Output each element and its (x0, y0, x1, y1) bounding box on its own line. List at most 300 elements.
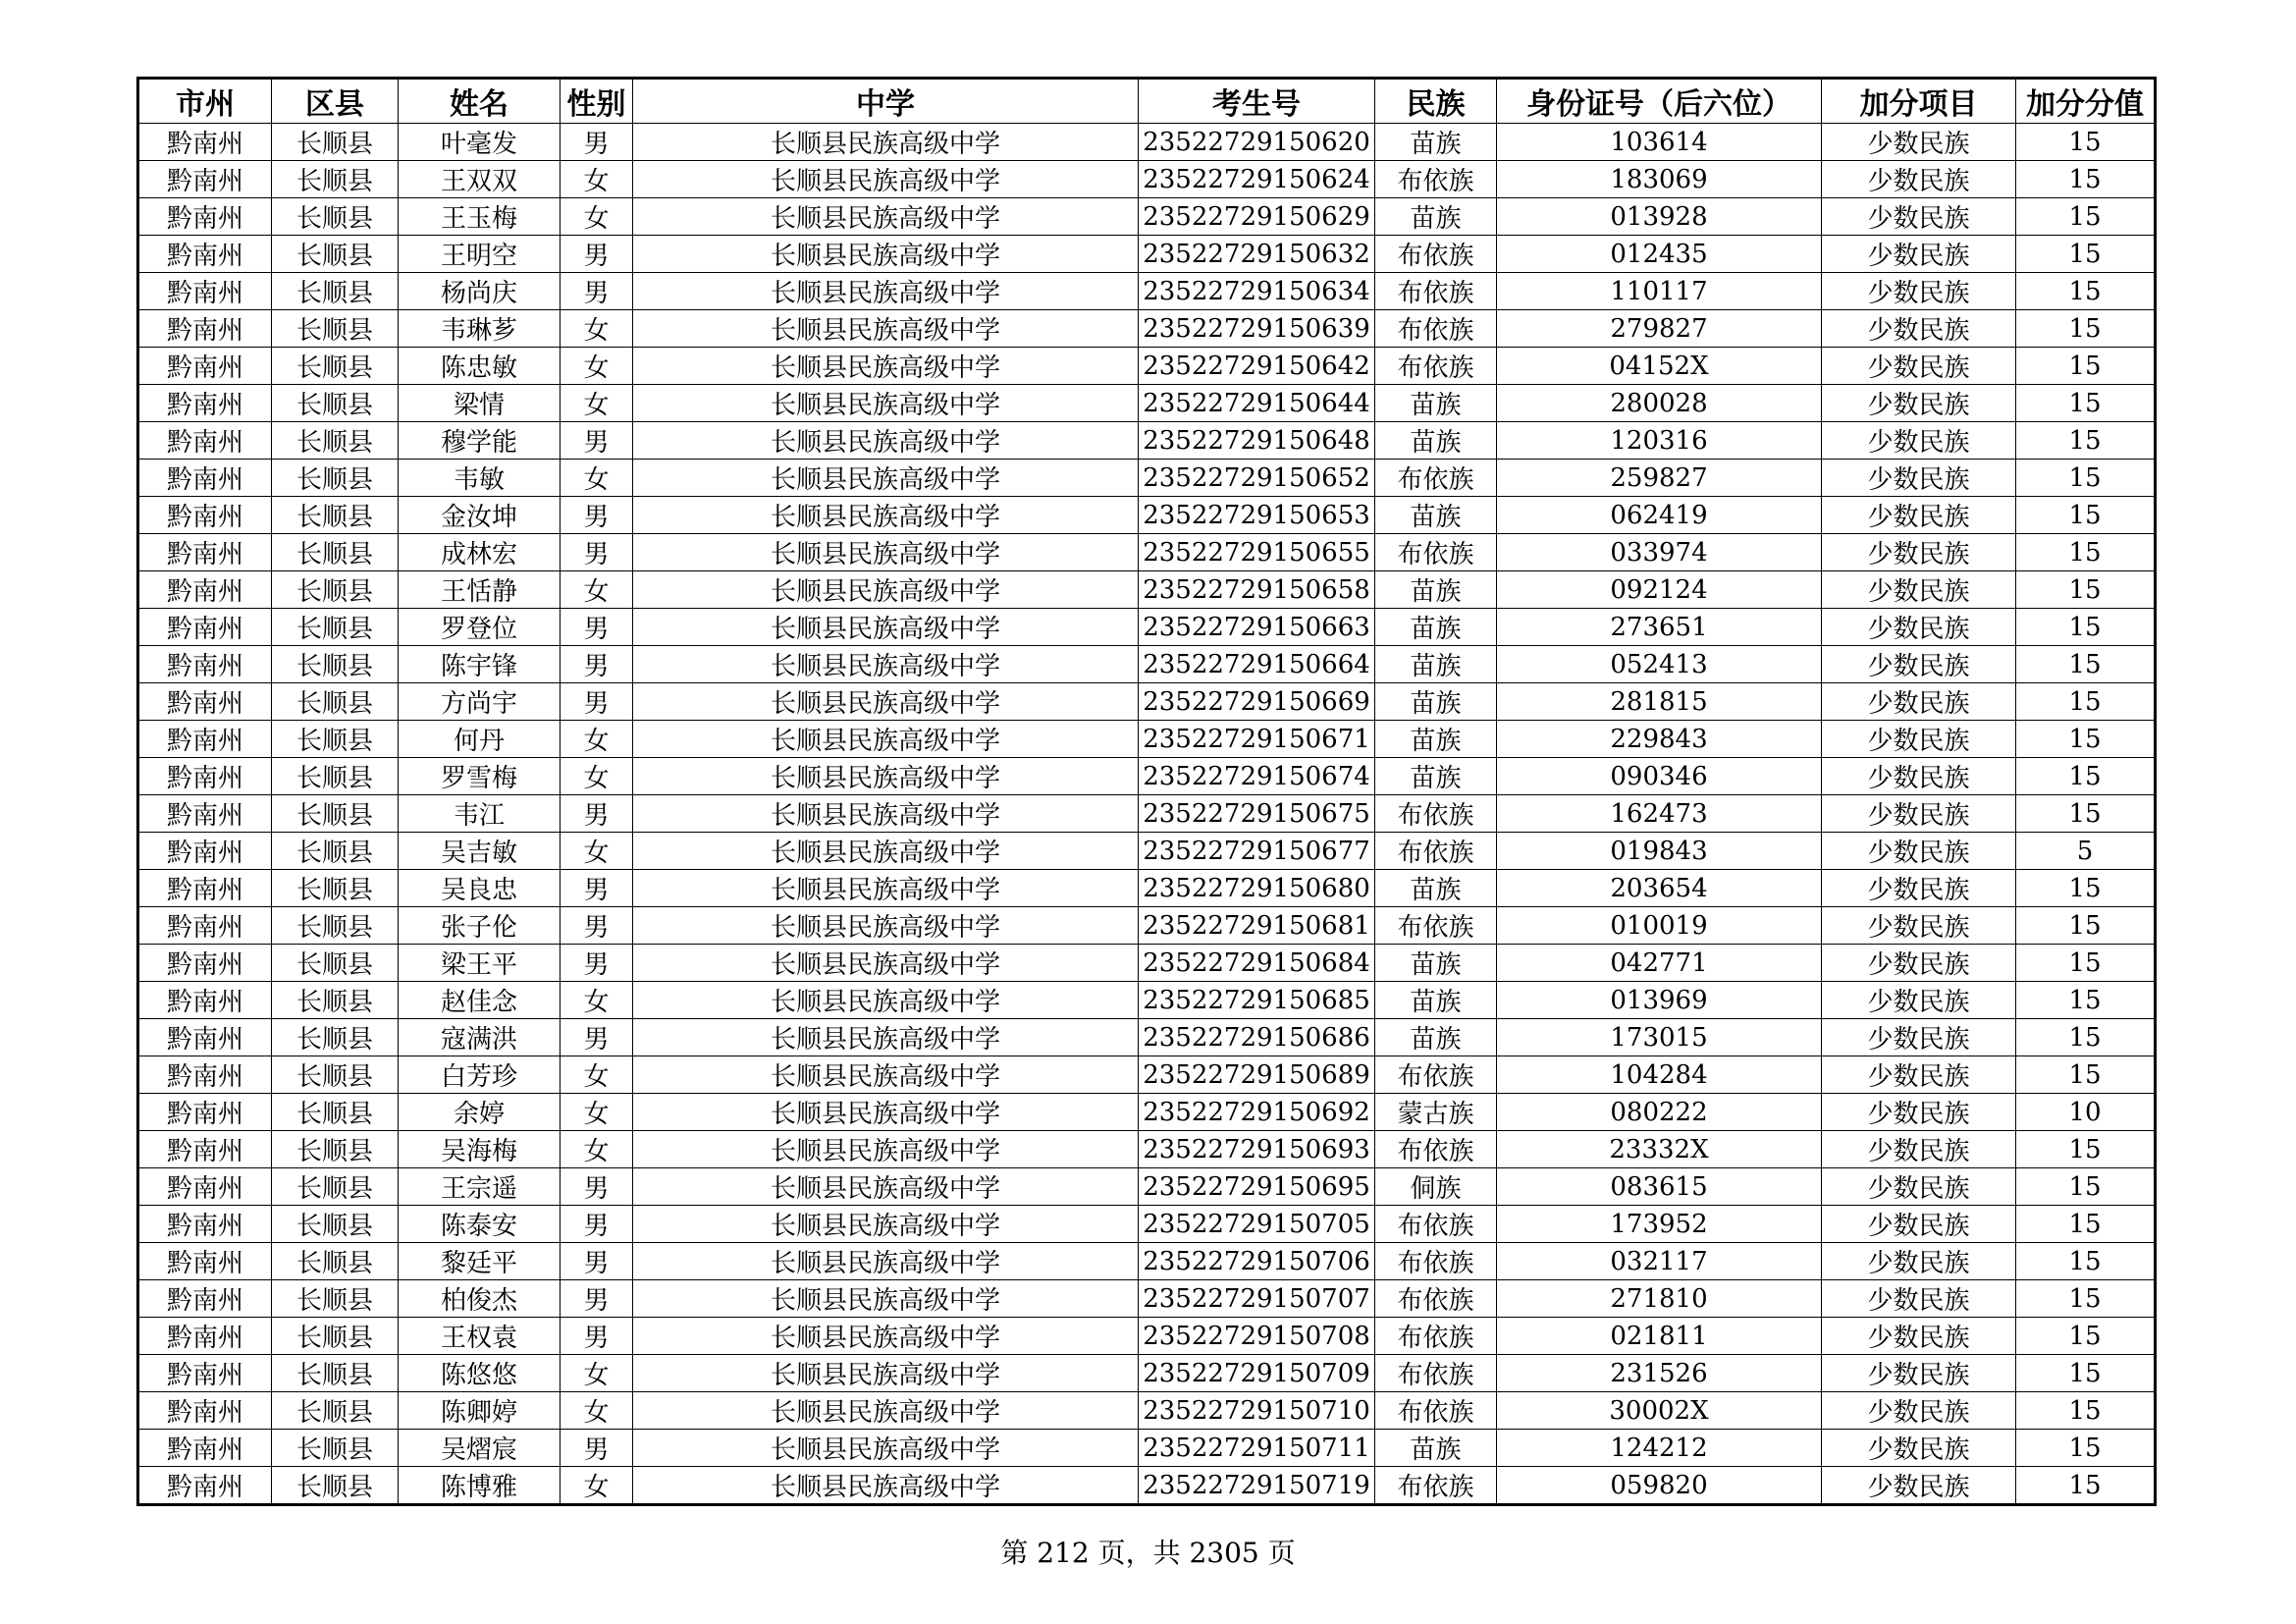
cell-county: 长顺县 (272, 1056, 399, 1094)
cell-bonus-points: 15 (2016, 124, 2156, 161)
table-header-row (138, 79, 2156, 124)
cell-county: 长顺县 (272, 1094, 399, 1131)
cell-id-last-six: 229843 (1497, 721, 1822, 758)
cell-city: 黔南州 (138, 534, 272, 571)
cell-school: 长顺县民族高级中学 (633, 1318, 1139, 1355)
cell-id-last-six: 183069 (1497, 161, 1822, 198)
cell-bonus-points: 15 (2016, 348, 2156, 385)
table-row (138, 124, 2156, 161)
cell-name: 王玉梅 (399, 198, 561, 236)
cell-ethnicity: 布依族 (1375, 236, 1497, 273)
cell-name: 韦敏 (399, 460, 561, 497)
cell-exam-number: 23522729150669 (1139, 683, 1375, 721)
cell-school: 长顺县民族高级中学 (633, 1168, 1139, 1206)
cell-exam-number: 23522729150674 (1139, 758, 1375, 795)
table-row (138, 1280, 2156, 1318)
cell-name: 吴海梅 (399, 1131, 561, 1168)
header-id-last-six: 身份证号（后六位） (1497, 79, 1822, 124)
cell-id-last-six: 010019 (1497, 907, 1822, 945)
cell-county: 长顺县 (272, 1392, 399, 1430)
cell-exam-number: 23522729150706 (1139, 1243, 1375, 1280)
cell-city: 黔南州 (138, 1355, 272, 1392)
cell-exam-number: 23522729150652 (1139, 460, 1375, 497)
cell-bonus-points: 15 (2016, 534, 2156, 571)
cell-id-last-six: 103614 (1497, 124, 1822, 161)
cell-gender: 男 (561, 273, 633, 310)
cell-ethnicity: 苗族 (1375, 198, 1497, 236)
table-row (138, 721, 2156, 758)
table-row (138, 571, 2156, 609)
cell-bonus-points: 15 (2016, 422, 2156, 460)
cell-bonus-points: 15 (2016, 460, 2156, 497)
cell-city: 黔南州 (138, 1131, 272, 1168)
cell-id-last-six: 231526 (1497, 1355, 1822, 1392)
cell-id-last-six: 032117 (1497, 1243, 1822, 1280)
cell-name: 杨尚庆 (399, 273, 561, 310)
cell-ethnicity: 苗族 (1375, 1430, 1497, 1467)
cell-bonus-item: 少数民族 (1822, 1430, 2016, 1467)
cell-ethnicity: 布依族 (1375, 795, 1497, 833)
table-row (138, 870, 2156, 907)
cell-ethnicity: 苗族 (1375, 124, 1497, 161)
cell-name: 成林宏 (399, 534, 561, 571)
cell-ethnicity: 蒙古族 (1375, 1094, 1497, 1131)
cell-exam-number: 23522729150705 (1139, 1206, 1375, 1243)
cell-exam-number: 23522729150692 (1139, 1094, 1375, 1131)
cell-id-last-six: 124212 (1497, 1430, 1822, 1467)
cell-bonus-item: 少数民族 (1822, 945, 2016, 982)
cell-gender: 男 (561, 870, 633, 907)
cell-county: 长顺县 (272, 460, 399, 497)
cell-gender: 男 (561, 907, 633, 945)
cell-id-last-six: 280028 (1497, 385, 1822, 422)
cell-name: 方尚宇 (399, 683, 561, 721)
cell-ethnicity: 苗族 (1375, 721, 1497, 758)
cell-school: 长顺县民族高级中学 (633, 646, 1139, 683)
cell-bonus-item: 少数民族 (1822, 571, 2016, 609)
cell-bonus-item: 少数民族 (1822, 1206, 2016, 1243)
cell-city: 黔南州 (138, 1280, 272, 1318)
cell-gender: 女 (561, 161, 633, 198)
cell-exam-number: 23522729150710 (1139, 1392, 1375, 1430)
cell-gender: 女 (561, 1467, 633, 1505)
cell-ethnicity: 苗族 (1375, 870, 1497, 907)
cell-bonus-item: 少数民族 (1822, 273, 2016, 310)
table-row (138, 833, 2156, 870)
cell-county: 长顺县 (272, 870, 399, 907)
cell-bonus-points: 15 (2016, 310, 2156, 348)
cell-exam-number: 23522729150680 (1139, 870, 1375, 907)
cell-bonus-item: 少数民族 (1822, 1094, 2016, 1131)
cell-county: 长顺县 (272, 348, 399, 385)
table-row (138, 497, 2156, 534)
table-row (138, 1243, 2156, 1280)
cell-city: 黔南州 (138, 198, 272, 236)
cell-school: 长顺县民族高级中学 (633, 870, 1139, 907)
cell-city: 黔南州 (138, 945, 272, 982)
cell-exam-number: 23522729150671 (1139, 721, 1375, 758)
table-row (138, 385, 2156, 422)
cell-name: 何丹 (399, 721, 561, 758)
cell-name: 梁情 (399, 385, 561, 422)
cell-gender: 男 (561, 1168, 633, 1206)
cell-id-last-six: 013969 (1497, 982, 1822, 1019)
cell-ethnicity: 布依族 (1375, 1056, 1497, 1094)
cell-county: 长顺县 (272, 236, 399, 273)
cell-school: 长顺县民族高级中学 (633, 273, 1139, 310)
table-row (138, 982, 2156, 1019)
cell-county: 长顺县 (272, 1280, 399, 1318)
cell-id-last-six: 033974 (1497, 534, 1822, 571)
cell-bonus-item: 少数民族 (1822, 833, 2016, 870)
cell-bonus-points: 15 (2016, 907, 2156, 945)
cell-bonus-points: 15 (2016, 198, 2156, 236)
cell-city: 黔南州 (138, 646, 272, 683)
cell-school: 长顺县民族高级中学 (633, 721, 1139, 758)
cell-id-last-six: 173015 (1497, 1019, 1822, 1056)
page-footer: 第 212 页，共 2305 页 (1000, 1537, 1296, 1569)
cell-gender: 女 (561, 721, 633, 758)
cell-exam-number: 23522729150711 (1139, 1430, 1375, 1467)
cell-ethnicity: 布依族 (1375, 348, 1497, 385)
cell-city: 黔南州 (138, 1392, 272, 1430)
cell-exam-number: 23522729150658 (1139, 571, 1375, 609)
cell-gender: 女 (561, 1131, 633, 1168)
cell-bonus-item: 少数民族 (1822, 422, 2016, 460)
cell-id-last-six: 279827 (1497, 310, 1822, 348)
cell-bonus-item: 少数民族 (1822, 1280, 2016, 1318)
cell-id-last-six: 203654 (1497, 870, 1822, 907)
cell-gender: 男 (561, 1318, 633, 1355)
cell-bonus-points: 15 (2016, 795, 2156, 833)
cell-id-last-six: 162473 (1497, 795, 1822, 833)
cell-ethnicity: 布依族 (1375, 1280, 1497, 1318)
cell-bonus-item: 少数民族 (1822, 310, 2016, 348)
cell-county: 长顺县 (272, 497, 399, 534)
cell-bonus-points: 5 (2016, 833, 2156, 870)
cell-exam-number: 23522729150642 (1139, 348, 1375, 385)
cell-id-last-six: 120316 (1497, 422, 1822, 460)
table-row (138, 1168, 2156, 1206)
cell-ethnicity: 苗族 (1375, 683, 1497, 721)
cell-county: 长顺县 (272, 161, 399, 198)
cell-exam-number: 23522729150675 (1139, 795, 1375, 833)
cell-gender: 男 (561, 1019, 633, 1056)
cell-gender: 女 (561, 348, 633, 385)
table-row (138, 907, 2156, 945)
cell-ethnicity: 布依族 (1375, 1392, 1497, 1430)
cell-name: 陈卿婷 (399, 1392, 561, 1430)
bonus-points-table (136, 77, 2157, 1506)
cell-county: 长顺县 (272, 1318, 399, 1355)
cell-school: 长顺县民族高级中学 (633, 945, 1139, 982)
cell-bonus-item: 少数民族 (1822, 1467, 2016, 1505)
cell-bonus-points: 15 (2016, 1206, 2156, 1243)
header-county: 区县 (272, 79, 399, 124)
cell-county: 长顺县 (272, 1206, 399, 1243)
cell-county: 长顺县 (272, 1131, 399, 1168)
cell-city: 黔南州 (138, 273, 272, 310)
cell-city: 黔南州 (138, 609, 272, 646)
table-row (138, 1131, 2156, 1168)
cell-exam-number: 23522729150655 (1139, 534, 1375, 571)
cell-bonus-points: 15 (2016, 1019, 2156, 1056)
cell-id-last-six: 019843 (1497, 833, 1822, 870)
cell-school: 长顺县民族高级中学 (633, 1467, 1139, 1505)
table-row (138, 1019, 2156, 1056)
table-row (138, 1355, 2156, 1392)
cell-city: 黔南州 (138, 310, 272, 348)
cell-bonus-points: 15 (2016, 870, 2156, 907)
cell-name: 吴良忠 (399, 870, 561, 907)
cell-bonus-points: 15 (2016, 1318, 2156, 1355)
cell-exam-number: 23522729150693 (1139, 1131, 1375, 1168)
cell-id-last-six: 30002X (1497, 1392, 1822, 1430)
cell-school: 长顺县民族高级中学 (633, 422, 1139, 460)
table-row (138, 945, 2156, 982)
cell-ethnicity: 苗族 (1375, 497, 1497, 534)
cell-school: 长顺县民族高级中学 (633, 907, 1139, 945)
cell-id-last-six: 23332X (1497, 1131, 1822, 1168)
table-row (138, 198, 2156, 236)
cell-city: 黔南州 (138, 1243, 272, 1280)
cell-ethnicity: 苗族 (1375, 646, 1497, 683)
cell-bonus-item: 少数民族 (1822, 534, 2016, 571)
cell-bonus-item: 少数民族 (1822, 982, 2016, 1019)
table-row (138, 758, 2156, 795)
cell-gender: 女 (561, 460, 633, 497)
cell-bonus-points: 15 (2016, 1131, 2156, 1168)
table-row (138, 310, 2156, 348)
cell-id-last-six: 04152X (1497, 348, 1822, 385)
cell-exam-number: 23522729150644 (1139, 385, 1375, 422)
cell-bonus-item: 少数民族 (1822, 1355, 2016, 1392)
cell-ethnicity: 布依族 (1375, 161, 1497, 198)
cell-bonus-item: 少数民族 (1822, 1243, 2016, 1280)
cell-bonus-item: 少数民族 (1822, 758, 2016, 795)
cell-bonus-item: 少数民族 (1822, 907, 2016, 945)
cell-ethnicity: 苗族 (1375, 609, 1497, 646)
cell-gender: 女 (561, 1392, 633, 1430)
header-school: 中学 (633, 79, 1139, 124)
cell-name: 韦琳芗 (399, 310, 561, 348)
cell-city: 黔南州 (138, 833, 272, 870)
cell-county: 长顺县 (272, 683, 399, 721)
table-row (138, 683, 2156, 721)
cell-name: 王双双 (399, 161, 561, 198)
cell-school: 长顺县民族高级中学 (633, 1355, 1139, 1392)
table-row (138, 1467, 2156, 1505)
cell-school: 长顺县民族高级中学 (633, 1280, 1139, 1318)
cell-ethnicity: 布依族 (1375, 833, 1497, 870)
cell-bonus-points: 15 (2016, 1168, 2156, 1206)
header-exam-number: 考生号 (1139, 79, 1375, 124)
cell-ethnicity: 苗族 (1375, 982, 1497, 1019)
cell-school: 长顺县民族高级中学 (633, 1243, 1139, 1280)
cell-ethnicity: 布依族 (1375, 1131, 1497, 1168)
cell-county: 长顺县 (272, 721, 399, 758)
cell-name: 罗雪梅 (399, 758, 561, 795)
cell-bonus-item: 少数民族 (1822, 385, 2016, 422)
cell-city: 黔南州 (138, 460, 272, 497)
cell-id-last-six: 092124 (1497, 571, 1822, 609)
cell-bonus-item: 少数民族 (1822, 348, 2016, 385)
cell-school: 长顺县民族高级中学 (633, 1206, 1139, 1243)
header-gender: 性别 (561, 79, 633, 124)
header-bonus-item: 加分项目 (1822, 79, 2016, 124)
cell-exam-number: 23522729150663 (1139, 609, 1375, 646)
cell-exam-number: 23522729150653 (1139, 497, 1375, 534)
cell-school: 长顺县民族高级中学 (633, 795, 1139, 833)
cell-gender: 女 (561, 982, 633, 1019)
cell-name: 王宗遥 (399, 1168, 561, 1206)
cell-exam-number: 23522729150648 (1139, 422, 1375, 460)
cell-gender: 女 (561, 1056, 633, 1094)
cell-bonus-item: 少数民族 (1822, 124, 2016, 161)
cell-bonus-points: 15 (2016, 721, 2156, 758)
cell-ethnicity: 布依族 (1375, 460, 1497, 497)
cell-school: 长顺县民族高级中学 (633, 1131, 1139, 1168)
cell-bonus-item: 少数民族 (1822, 1168, 2016, 1206)
cell-name: 陈悠悠 (399, 1355, 561, 1392)
cell-ethnicity: 布依族 (1375, 534, 1497, 571)
cell-exam-number: 23522729150639 (1139, 310, 1375, 348)
cell-county: 长顺县 (272, 422, 399, 460)
cell-city: 黔南州 (138, 1168, 272, 1206)
cell-bonus-item: 少数民族 (1822, 497, 2016, 534)
table-row (138, 795, 2156, 833)
cell-school: 长顺县民族高级中学 (633, 124, 1139, 161)
cell-name: 金汝坤 (399, 497, 561, 534)
cell-gender: 男 (561, 945, 633, 982)
table-row (138, 161, 2156, 198)
cell-county: 长顺县 (272, 198, 399, 236)
cell-school: 长顺县民族高级中学 (633, 198, 1139, 236)
cell-name: 梁王平 (399, 945, 561, 982)
cell-id-last-six: 059820 (1497, 1467, 1822, 1505)
cell-name: 韦江 (399, 795, 561, 833)
cell-id-last-six: 012435 (1497, 236, 1822, 273)
table-row (138, 534, 2156, 571)
cell-ethnicity: 苗族 (1375, 422, 1497, 460)
cell-city: 黔南州 (138, 348, 272, 385)
cell-bonus-item: 少数民族 (1822, 1019, 2016, 1056)
data-sheet (136, 77, 2154, 1506)
cell-bonus-item: 少数民族 (1822, 1131, 2016, 1168)
cell-bonus-points: 15 (2016, 1430, 2156, 1467)
cell-exam-number: 23522729150632 (1139, 236, 1375, 273)
cell-city: 黔南州 (138, 497, 272, 534)
cell-name: 陈泰安 (399, 1206, 561, 1243)
cell-name: 黎廷平 (399, 1243, 561, 1280)
cell-name: 寇满洪 (399, 1019, 561, 1056)
cell-exam-number: 23522729150634 (1139, 273, 1375, 310)
table-row (138, 422, 2156, 460)
table-row (138, 1094, 2156, 1131)
cell-bonus-points: 15 (2016, 273, 2156, 310)
cell-county: 长顺县 (272, 758, 399, 795)
cell-school: 长顺县民族高级中学 (633, 460, 1139, 497)
cell-id-last-six: 104284 (1497, 1056, 1822, 1094)
cell-county: 长顺县 (272, 1467, 399, 1505)
cell-city: 黔南州 (138, 795, 272, 833)
cell-gender: 男 (561, 422, 633, 460)
cell-school: 长顺县民族高级中学 (633, 571, 1139, 609)
cell-county: 长顺县 (272, 1430, 399, 1467)
cell-bonus-item: 少数民族 (1822, 795, 2016, 833)
cell-school: 长顺县民族高级中学 (633, 348, 1139, 385)
cell-name: 余婷 (399, 1094, 561, 1131)
cell-bonus-points: 15 (2016, 236, 2156, 273)
cell-ethnicity: 布依族 (1375, 273, 1497, 310)
cell-ethnicity: 布依族 (1375, 310, 1497, 348)
cell-county: 长顺县 (272, 833, 399, 870)
cell-gender: 女 (561, 758, 633, 795)
cell-name: 穆学能 (399, 422, 561, 460)
cell-city: 黔南州 (138, 1318, 272, 1355)
cell-name: 陈忠敏 (399, 348, 561, 385)
table-row (138, 609, 2156, 646)
cell-school: 长顺县民族高级中学 (633, 161, 1139, 198)
cell-city: 黔南州 (138, 422, 272, 460)
cell-exam-number: 23522729150624 (1139, 161, 1375, 198)
cell-city: 黔南州 (138, 870, 272, 907)
cell-ethnicity: 苗族 (1375, 1019, 1497, 1056)
cell-city: 黔南州 (138, 1094, 272, 1131)
cell-bonus-item: 少数民族 (1822, 1392, 2016, 1430)
cell-name: 陈博雅 (399, 1467, 561, 1505)
cell-bonus-item: 少数民族 (1822, 646, 2016, 683)
cell-bonus-item: 少数民族 (1822, 161, 2016, 198)
cell-county: 长顺县 (272, 795, 399, 833)
cell-bonus-points: 15 (2016, 646, 2156, 683)
cell-gender: 男 (561, 124, 633, 161)
header-ethnicity: 民族 (1375, 79, 1497, 124)
header-city: 市州 (138, 79, 272, 124)
cell-ethnicity: 布依族 (1375, 1467, 1497, 1505)
cell-bonus-item: 少数民族 (1822, 236, 2016, 273)
cell-county: 长顺县 (272, 571, 399, 609)
cell-bonus-points: 15 (2016, 385, 2156, 422)
cell-exam-number: 23522729150686 (1139, 1019, 1375, 1056)
cell-id-last-six: 062419 (1497, 497, 1822, 534)
cell-bonus-points: 15 (2016, 1392, 2156, 1430)
cell-city: 黔南州 (138, 1056, 272, 1094)
cell-name: 吴熠宸 (399, 1430, 561, 1467)
cell-bonus-item: 少数民族 (1822, 683, 2016, 721)
cell-school: 长顺县民族高级中学 (633, 982, 1139, 1019)
cell-id-last-six: 273651 (1497, 609, 1822, 646)
cell-county: 长顺县 (272, 310, 399, 348)
cell-name: 张子伦 (399, 907, 561, 945)
cell-gender: 女 (561, 571, 633, 609)
cell-county: 长顺县 (272, 273, 399, 310)
cell-school: 长顺县民族高级中学 (633, 236, 1139, 273)
cell-ethnicity: 布依族 (1375, 1355, 1497, 1392)
cell-bonus-points: 15 (2016, 945, 2156, 982)
cell-ethnicity: 苗族 (1375, 385, 1497, 422)
cell-exam-number: 23522729150684 (1139, 945, 1375, 982)
cell-bonus-points: 15 (2016, 1243, 2156, 1280)
cell-exam-number: 23522729150681 (1139, 907, 1375, 945)
cell-city: 黔南州 (138, 1206, 272, 1243)
table-row (138, 1430, 2156, 1467)
cell-id-last-six: 259827 (1497, 460, 1822, 497)
cell-bonus-item: 少数民族 (1822, 721, 2016, 758)
table-row (138, 1392, 2156, 1430)
cell-school: 长顺县民族高级中学 (633, 1094, 1139, 1131)
table-row (138, 1318, 2156, 1355)
